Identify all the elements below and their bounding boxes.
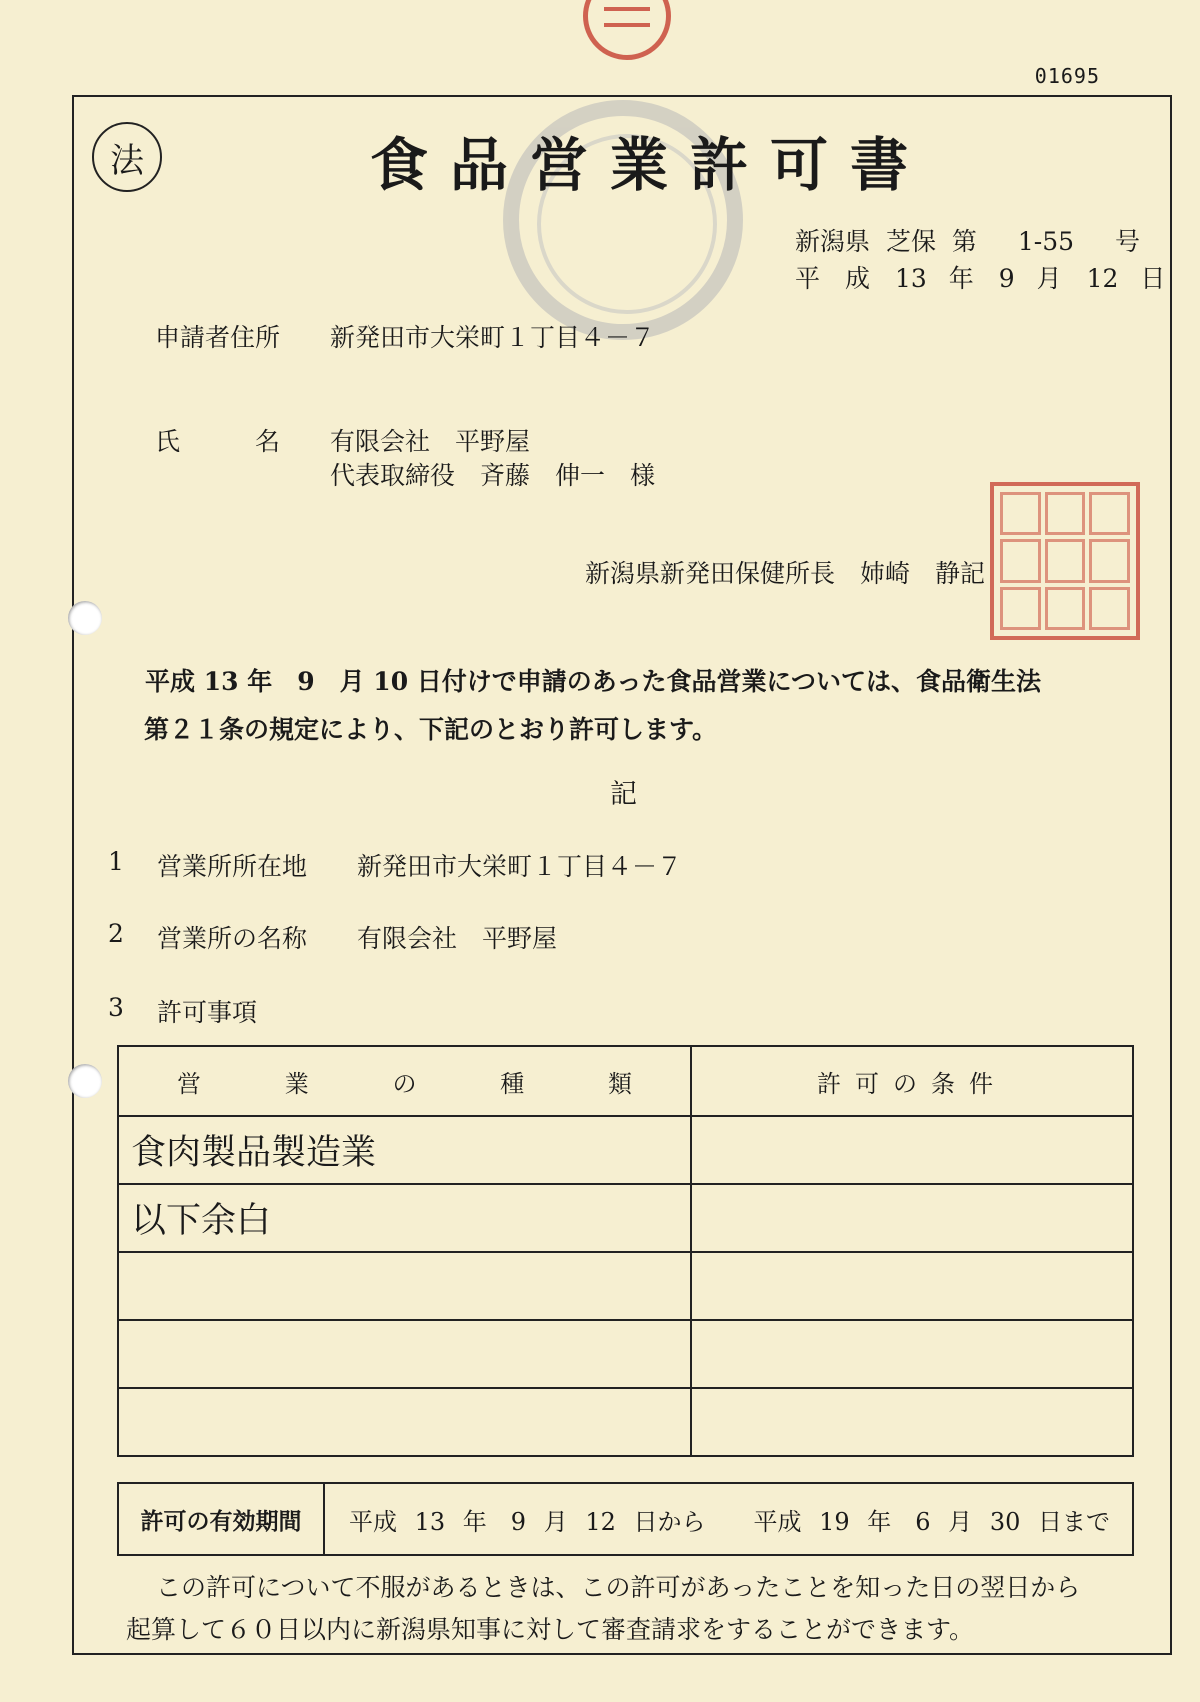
validity-label: 許可の有効期間 xyxy=(118,1483,324,1555)
appeal-notice xyxy=(126,1567,1136,1651)
address-value: 新発田市大栄町１丁目４－７ xyxy=(330,323,656,352)
table-header-row xyxy=(118,1046,1133,1116)
permit-number: 新潟県 芝保 第 1-55 号 xyxy=(795,227,1140,256)
address-label: 申請者住所 xyxy=(155,323,281,352)
item-3-number: 3 xyxy=(108,993,124,1022)
header-business-type xyxy=(118,1046,691,1116)
validity-table xyxy=(117,1482,1134,1556)
header-char: 営 xyxy=(177,1069,201,1098)
validity-range: 平成 13 年 9 月 12 日から 平成 19 年 6 月 30 日まで xyxy=(324,1483,1133,1555)
page-title: 食品営業許可書 xyxy=(370,131,931,199)
intro-line-1: 平成 13 年 9 月 10 日付けで申請のあった食品営業については、食品衛生法 xyxy=(145,667,1042,696)
item-1-value: 新発田市大栄町１丁目４－７ xyxy=(357,852,683,881)
top-red-seal xyxy=(583,0,671,60)
table-row xyxy=(118,1388,1133,1456)
header-char: 業 xyxy=(284,1069,309,1098)
company-name: 有限会社 平野屋 xyxy=(330,427,531,456)
business-type-cell xyxy=(118,1388,691,1456)
conditions-cell xyxy=(691,1116,1133,1184)
item-1-label: 営業所所在地 xyxy=(157,852,308,881)
header-char: の xyxy=(392,1069,417,1098)
header-char: 類 xyxy=(608,1069,632,1098)
document-number: 01695 xyxy=(1034,64,1100,88)
intro-paragraph xyxy=(145,658,1135,754)
conditions-cell xyxy=(691,1388,1133,1456)
business-type-cell xyxy=(118,1252,691,1320)
intro-line-2: 第２１条の規定により、下記のとおり許可します。 xyxy=(144,715,718,744)
header-conditions: 許可の条件 xyxy=(691,1046,1133,1116)
name-label: 氏 名 xyxy=(155,427,281,456)
permit-table xyxy=(117,1045,1134,1457)
conditions-cell xyxy=(691,1184,1133,1252)
ki-heading: 記 xyxy=(610,779,637,810)
punch-hole-lower xyxy=(68,1064,102,1098)
item-2-value: 有限会社 平野屋 xyxy=(357,924,558,953)
item-2-label: 営業所の名称 xyxy=(157,924,308,953)
table-row xyxy=(118,1252,1133,1320)
table-row xyxy=(118,1320,1133,1388)
table-row xyxy=(118,1184,1133,1252)
notice-line-2: 起算して６０日以内に新潟県知事に対して審査請求をすることができます。 xyxy=(126,1615,975,1644)
conditions-cell xyxy=(691,1252,1133,1320)
business-type-cell: 以下余白 xyxy=(118,1184,691,1252)
issue-date: 平 成 13 年 9 月 12 日 xyxy=(795,264,1166,293)
item-2-number: 2 xyxy=(108,919,124,948)
representative-name: 代表取締役 斉藤 伸一 様 xyxy=(330,461,656,490)
business-type-cell: 食肉製品製造業 xyxy=(118,1116,691,1184)
official-red-seal xyxy=(990,482,1140,640)
table-row xyxy=(118,1116,1133,1184)
punch-hole-upper xyxy=(68,601,102,635)
business-type-cell xyxy=(118,1320,691,1388)
conditions-cell xyxy=(691,1320,1133,1388)
notice-line-1: この許可について不服があるときは、この許可があったことを知った日の翌日から xyxy=(156,1573,1081,1602)
header-char: 種 xyxy=(500,1069,525,1098)
item-1-number: 1 xyxy=(108,847,124,876)
law-mark: 法 xyxy=(92,122,162,192)
item-3-label: 許可事項 xyxy=(157,998,258,1027)
validity-row xyxy=(118,1483,1133,1555)
issuing-official: 新潟県新発田保健所長 姉崎 静記 xyxy=(585,559,986,588)
